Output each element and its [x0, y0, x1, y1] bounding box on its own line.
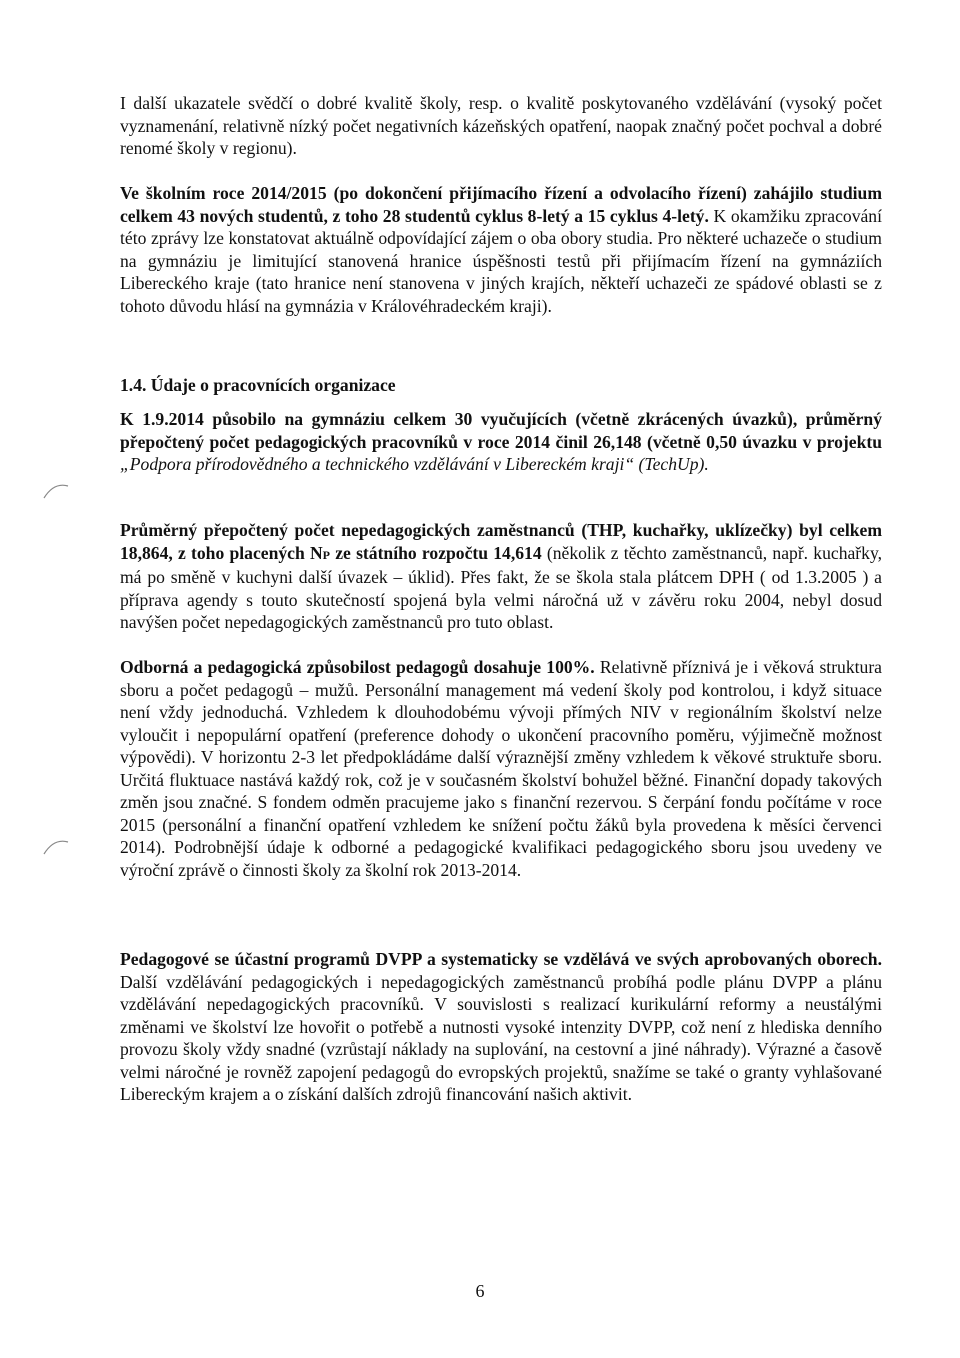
dvpp-bold-text: Pedagogové se účastní programů DVPP a systematicky se vzdělává ve svých aprobovaných oborech. [120, 949, 882, 969]
paragraph-nonpedagogical-staff [120, 519, 882, 634]
enrollment-bold-text: Ve školním roce 2014/2015 (po dokončení přijímacího řízení a odvolacího řízení) zahájilo studium celkem 43 nových studentů, z toho 28 studentů cyklus 8-letý a 15 cyklus 4-letý. [120, 183, 882, 226]
subscript-p: P [322, 547, 331, 562]
section-heading: 1.4. Údaje o pracovnících organizace [120, 375, 396, 395]
project-name-italic: „Podpora přírodovědného a technického vzdělávání v Libereckém kraji“ (TechUp). [120, 454, 709, 474]
punch-hole-mark-bottom [40, 834, 70, 864]
paragraph-enrollment [120, 182, 882, 317]
qualification-text: Relativně příznivá je i věková struktura sboru a počet pedagogů – mužů. Personální management má vedení školy pod kontrolou, i když situace není vždy jednoduchá. Vzhledem k dlouhodobému vývoji přímých NIV v regionálním školství nelze vyloučit i nepopulární opatření (preference dohody o ukončení pracovního poměru, výjimečně možnost výpovědi). V horizontu 2-3 let předpokládáme další výraznější změny vzhledem k věkové struktuře sboru. Určitá fluktuace nastává každý rok, což je v současném školství bohužel běžné. Finanční dopady takových změn jsou značné. S fondem odměn pracujeme jako s finanční rezervou. S čerpání fondu počítáme v roce 2015 (personální a finanční opatření vzhledem ke snížení počtu žáků byla provedena k měsíci červenci 2014). Podrobnější údaje k odborné a pedagogické kvalifikaci pedagogického sboru jsou uvedeny ve výroční zprávě o činnosti školy za školní rok 2013-2014. [120, 657, 882, 880]
paragraph-quality-indicators: I další ukazatele svědčí o dobré kvalitě školy, resp. o kvalitě poskytovaného vzdělávání (vysoký počet vyznamenání, relativně nízký počet negativních kázeňských opatření, naopak značný počet pochval a dobré renomé školy v regionu). [120, 93, 882, 158]
nonpedagogical-text: (několik z těchto zaměstnanců, např. kuchařky, má po směně v kuchyni další úvazek – úklid). Přes fakt, že se škola stala plátcem DPH ( od 1.3.2005 ) a příprava agendy s touto skutečností spojená byla velmi náročná už v závěru roku 2004, nebyl dosud navýšen počet nepedagogických zaměstnanců pro tuto oblast. [120, 542, 883, 632]
paragraph-qualification [120, 656, 882, 881]
dvpp-text: Další vzdělávání pedagogických i nepedagogických zaměstnanců probíhá podle plánu DVPP a plánu vzdělávání nepedagogických pracovníků. V souvislosti s realizací kurikulární reformy a neustálými změnami ve školství lze hovořit o potřebě a nutnosti vysoké intenzity DVPP, což není z hlediska denního provozu školy vždy snadné (vzrůstají náklady na suplování, na cestovní a jiné náhrady). Výrazné a časově velmi náročné je rovněž zapojení pedagogů do evropských projektů, snažíme se také o granty vyhlašované Libereckým krajem a o získání dalších zdrojů financování našich aktivit. [120, 971, 882, 1104]
qualification-bold-text: Odborná a pedagogická způsobilost pedagogů dosahuje 100%. [120, 657, 595, 677]
page-number: 6 [475, 1281, 485, 1301]
enrollment-text: K okamžiku zpracování této zprávy lze konstatovat aktuálně odpovídající zájem o oba obory studia. Pro některé uchazeče o studium na gymnáziu je limitující stanovená hranice úspěšnosti testů při přijímacím řízení na gymnáziích Libereckého kraje (tato hranice není stanovena v jiných krajích, někteří uchazeči ze spádové oblasti se z tohoto důvodu hlásí na gymnázia v Královéhradeckém kraji). [120, 205, 882, 316]
paragraph-staff-count [120, 408, 882, 476]
staff-count-bold-text: K 1.9.2014 působilo na gymnáziu celkem 30 vyučujících (včetně zkrácených úvazků), průměrný přepočtený počet pedagogických pracovníků v roce 2014 činil 26,148 (včetně 0,50 úvazku v projektu [120, 409, 882, 452]
nonpedagogical-bold-text-b: ze státního rozpočtu 14,614 [330, 542, 542, 563]
punch-hole-mark-top [40, 478, 70, 508]
paragraph-dvpp [120, 948, 882, 1106]
nonpedagogical-bold-text-a: Průměrný přepočtený počet nepedagogických zaměstnanců (THP, kuchařky, uklízečky) byl celkem 18,864, z toho placených N [120, 520, 882, 563]
